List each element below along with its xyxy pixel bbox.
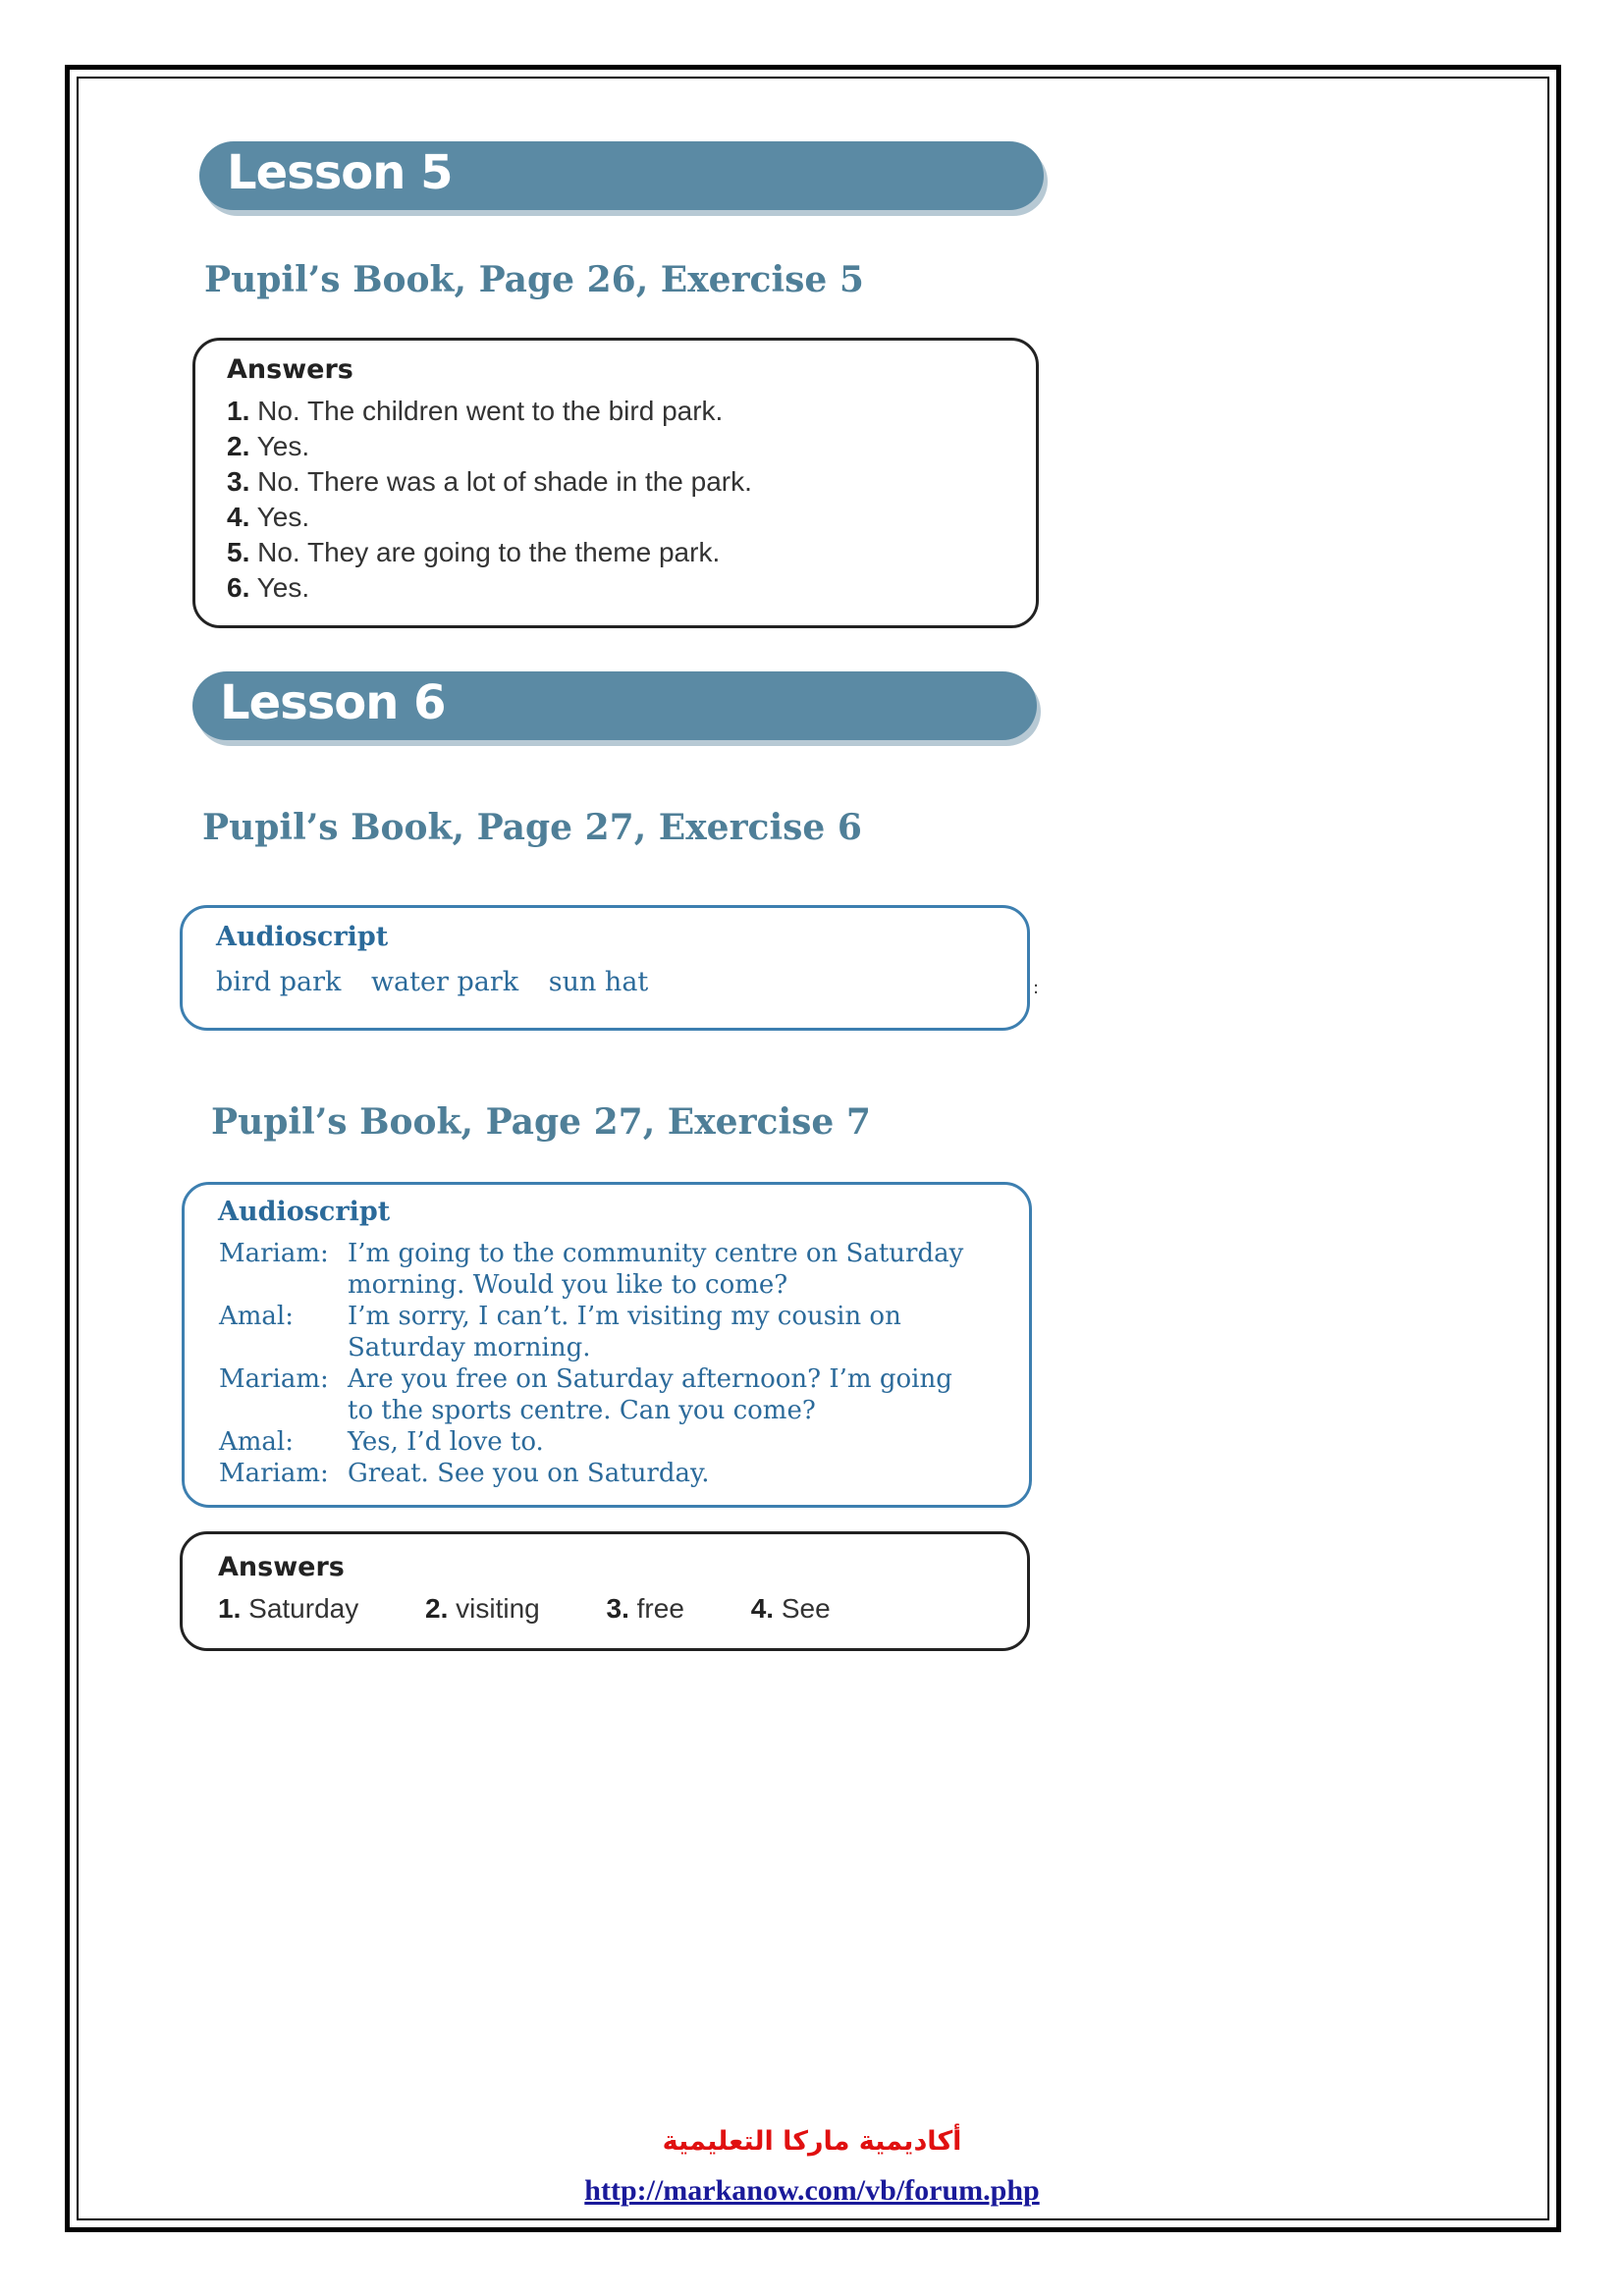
answer-number: 4. xyxy=(750,1593,775,1624)
answer-text: Saturday xyxy=(248,1593,359,1624)
list-item xyxy=(227,464,752,500)
answer-text: visiting xyxy=(456,1593,540,1624)
audioscript-label: Audioscript xyxy=(216,922,389,952)
lesson-6-title: Lesson 6 xyxy=(220,675,446,730)
audioscript-label: Audioscript xyxy=(218,1197,391,1227)
word-list xyxy=(216,967,670,997)
answer-text: No. The children went to the bird park. xyxy=(257,396,724,426)
word-item: sun hat xyxy=(548,967,649,997)
exercise-7-heading: Pupil’s Book, Page 27, Exercise 7 xyxy=(211,1101,871,1143)
list-item xyxy=(227,570,752,606)
speech: Yes, I’d love to. xyxy=(348,1427,544,1457)
word-item: water park xyxy=(370,967,519,997)
word-item: bird park xyxy=(216,967,342,997)
answer-number: 1. xyxy=(227,396,250,426)
answer-number: 3. xyxy=(227,466,250,497)
dialogue-line xyxy=(219,1458,976,1489)
list-item xyxy=(227,500,752,535)
speech: I’m going to the community centre on Saturday morning. Would you like to come? xyxy=(348,1239,964,1300)
answer-number: 6. xyxy=(227,572,250,603)
lesson-5-banner xyxy=(199,141,1044,210)
answers-label: Answers xyxy=(227,354,353,385)
dialogue-line xyxy=(219,1301,976,1363)
answer-item xyxy=(218,1593,388,1624)
dialogue xyxy=(219,1238,976,1489)
dialogue-line xyxy=(219,1238,976,1301)
answer-number: 2. xyxy=(425,1593,449,1624)
answer-number: 1. xyxy=(218,1593,242,1624)
lesson-6-banner xyxy=(192,671,1037,740)
exercise-6-audioscript-box xyxy=(180,905,1030,1031)
answer-text: Yes. xyxy=(256,502,310,532)
answer-number: 3. xyxy=(606,1593,629,1624)
answers-row xyxy=(218,1593,890,1625)
lesson-5-title: Lesson 5 xyxy=(227,145,453,200)
answer-item xyxy=(425,1593,569,1624)
list-item xyxy=(227,535,752,570)
answer-text: No. They are going to the theme park. xyxy=(257,537,721,567)
answer-text: free xyxy=(636,1593,684,1624)
exercise-7-answers-box xyxy=(180,1531,1030,1651)
list-item xyxy=(227,394,752,429)
speech: Great. See you on Saturday. xyxy=(348,1459,710,1488)
lesson-5-answers-box xyxy=(192,338,1039,628)
speaker: Mariam: xyxy=(219,1364,329,1394)
answer-text: No. There was a lot of shade in the park. xyxy=(257,466,752,497)
speaker: Amal: xyxy=(219,1427,295,1457)
exercise-5-heading: Pupil’s Book, Page 26, Exercise 5 xyxy=(204,259,864,300)
list-item xyxy=(227,429,752,464)
speaker: Amal: xyxy=(219,1302,295,1331)
forum-link[interactable]: http://markanow.com/vb/forum.php xyxy=(584,2174,1040,2207)
answer-text: Yes. xyxy=(256,431,310,461)
answer-item xyxy=(607,1593,714,1624)
answer-number: 4. xyxy=(227,502,250,532)
answers-list xyxy=(227,394,752,606)
stray-mark: : xyxy=(1033,978,1040,998)
exercise-7-audioscript-box xyxy=(182,1182,1032,1508)
speech: Are you free on Saturday afternoon? I’m going to the sports centre. Can you come? xyxy=(348,1364,952,1425)
dialogue-line xyxy=(219,1363,976,1426)
answer-number: 5. xyxy=(227,537,250,567)
answer-text: Yes. xyxy=(256,572,310,603)
answer-item xyxy=(751,1593,860,1624)
academy-name: أكاديمية ماركا التعليمية xyxy=(662,2126,962,2157)
answer-number: 2. xyxy=(227,431,250,461)
speaker: Mariam: xyxy=(219,1239,329,1268)
speaker: Mariam: xyxy=(219,1459,329,1488)
speech: I’m sorry, I can’t. I’m visiting my cousin on Saturday morning. xyxy=(348,1302,901,1362)
answer-text: See xyxy=(781,1593,831,1624)
exercise-6-heading: Pupil’s Book, Page 27, Exercise 6 xyxy=(202,807,862,848)
dialogue-line xyxy=(219,1426,976,1458)
answers-label: Answers xyxy=(218,1552,345,1582)
